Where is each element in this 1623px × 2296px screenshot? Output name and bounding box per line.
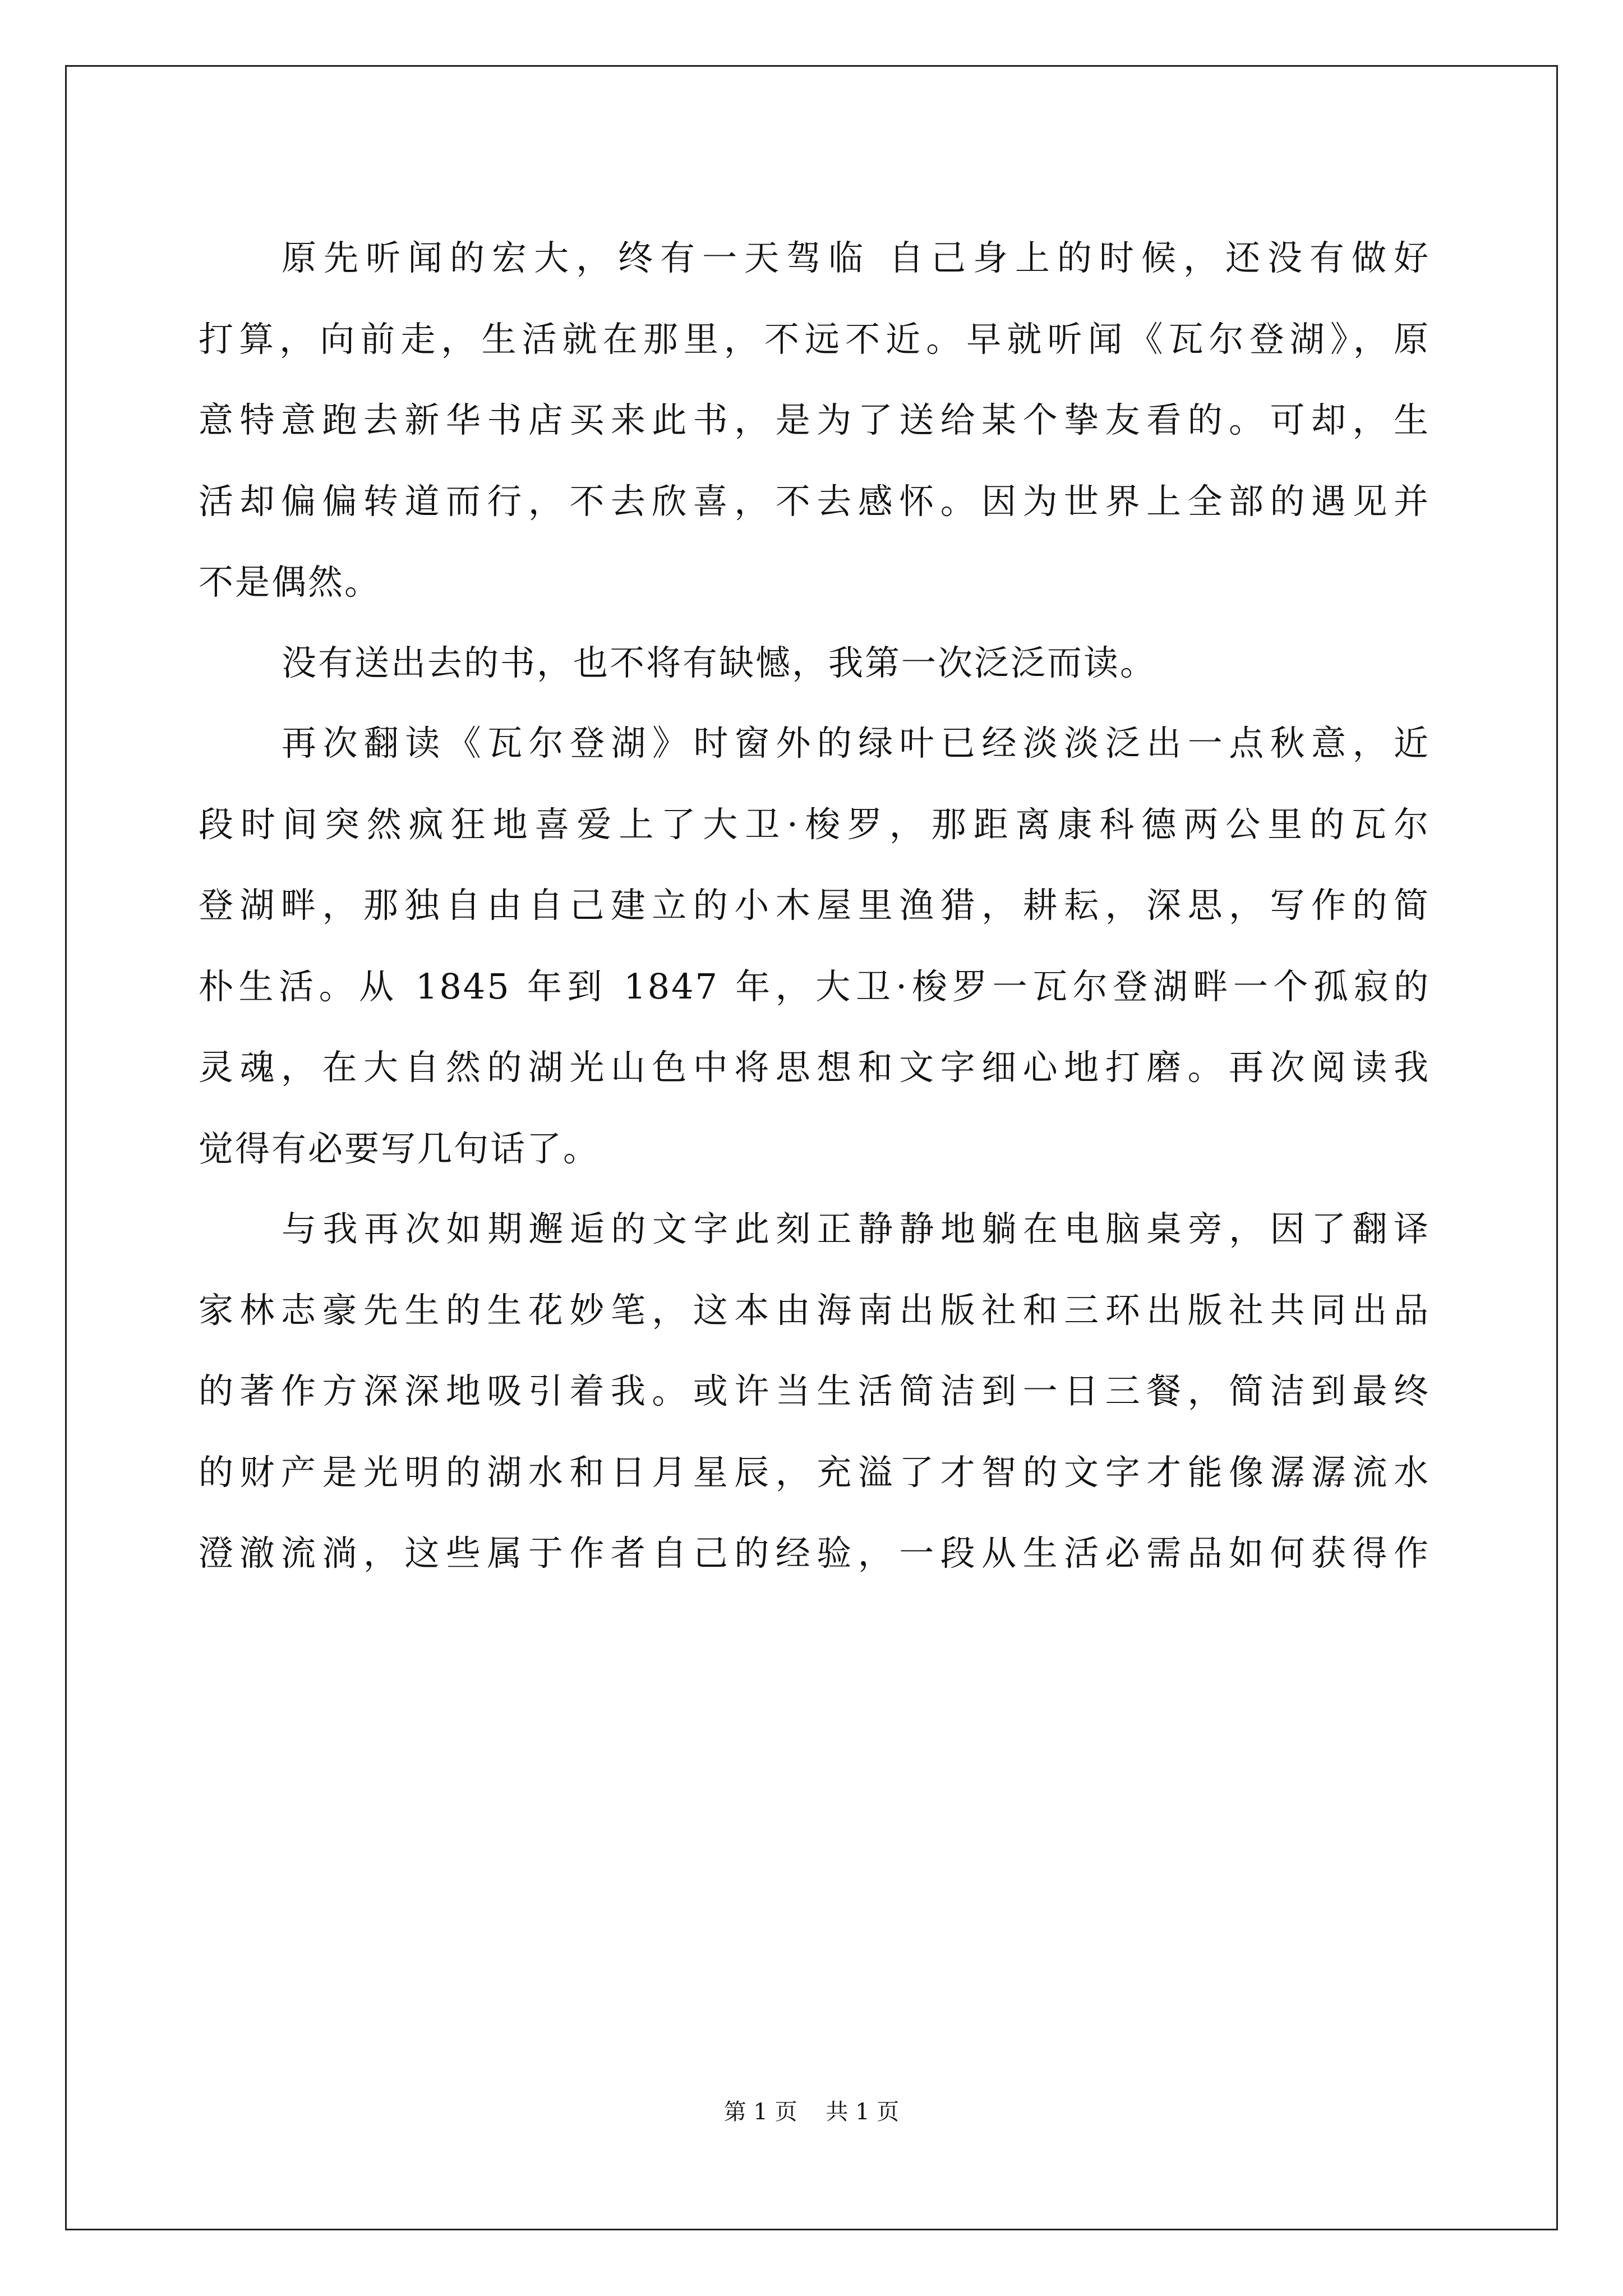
paragraph-2 [199, 623, 1430, 704]
page-number-footer: 第 1 页 共 1 页 [723, 2099, 900, 2125]
text-line: 澄澈流淌，这些属于作者自己的经验，一段从生活必需品如何获得作 [199, 1533, 1430, 1573]
text-line: 没有送出去的书，也不将有缺憾，我第一次泛泛而读。 [282, 642, 1157, 683]
text-line: 朴生活。从 1845 年到 1847 年，大卫·梭罗一瓦尔登湖畔一个孤寂的 [199, 965, 1430, 1007]
paragraph-1 [199, 218, 1430, 623]
text-line: 灵魂，在大自然的湖光山色中将思想和文字细心地打磨。再次阅读我 [199, 1047, 1430, 1088]
text-line: 再次翻读《瓦尔登湖》时窗外的绿叶已经淡淡泛出一点秋意，近 [282, 723, 1430, 763]
text-line: 活却偏偏转道而行，不去欣喜，不去感怀。因为世界上全部的遇见并 [199, 480, 1430, 522]
text-line: 的财产是光明的湖水和日月星辰，充溢了才智的文字才能像潺潺流水 [199, 1451, 1430, 1493]
text-line: 家林志豪先生的生花妙笔，这本由海南出版社和三环出版社共同出品 [199, 1289, 1430, 1331]
text-line: 原先听闻的宏大，终有一天驾临 自己身上的时候，还没有做好 [282, 237, 1430, 278]
text-line: 打算，向前走，生活就在那里，不远不近。早就听闻《瓦尔登湖》，原 [199, 318, 1430, 360]
text-line: 意特意跑去新华书店买来此书，是为了送给某个挚友看的。可却，生 [199, 399, 1430, 440]
text-line: 与我再次如期邂逅的文字此刻正静静地躺在电脑桌旁，因了翻译 [282, 1208, 1430, 1249]
text-line: 不是偶然。 [199, 562, 381, 602]
text-line: 登湖畔，那独自由自己建立的小木屋里渔猎，耕耘，深思，写作的简 [199, 885, 1430, 926]
text-line: 段时间突然疯狂地喜爱上了大卫·梭罗，那距离康科德两公里的瓦尔 [199, 803, 1430, 845]
text-line: 觉得有必要写几句话了。 [199, 1128, 600, 1169]
paragraph-4 [199, 1189, 1430, 1594]
document-body [199, 218, 1430, 1594]
paragraph-3 [199, 703, 1430, 1189]
text-line: 的著作方深深地吸引着我。或许当生活简洁到一日三餐，简洁到最终 [199, 1370, 1430, 1411]
